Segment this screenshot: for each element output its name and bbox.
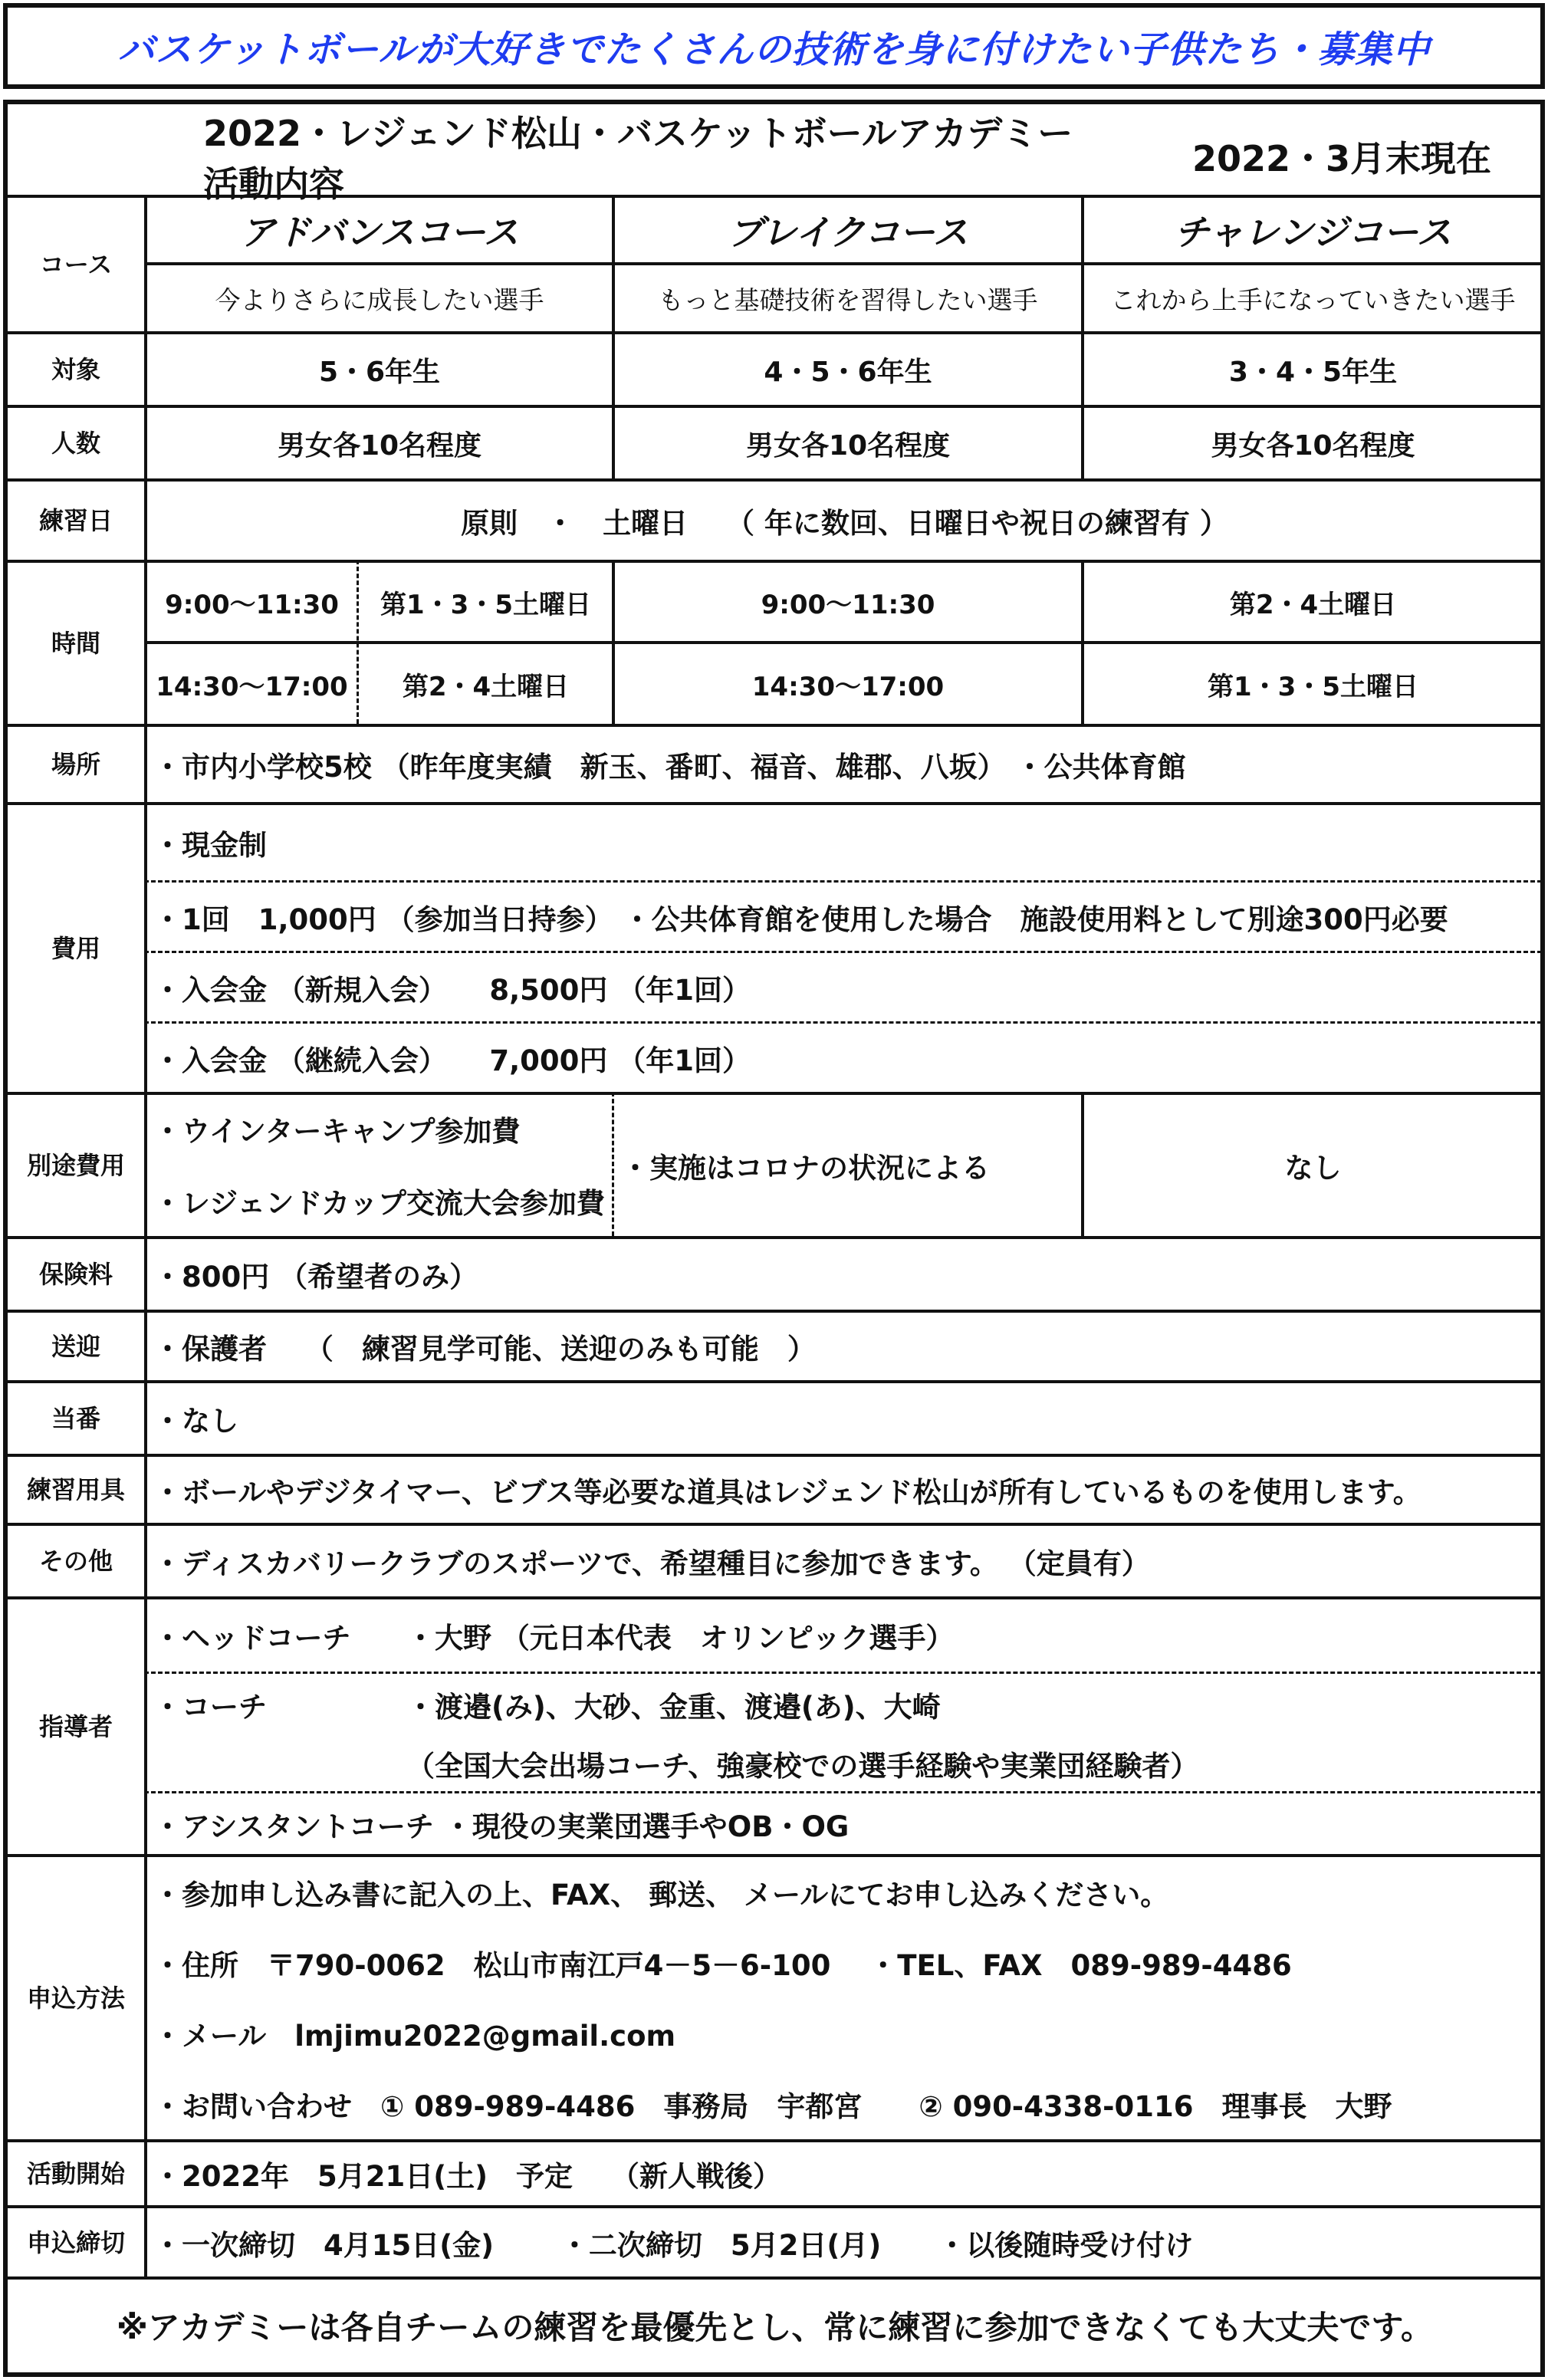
fee-new-entry: ・入会金 （新規入会） 8,500円 （年1回） — [153, 973, 751, 1007]
coach-role: ・コーチ — [153, 1691, 267, 1724]
break-target: 4・5・6年生 — [764, 356, 932, 388]
label-deadline: 申込締切 — [26, 2227, 125, 2257]
advance-pm-days: 第2・4土曜日 — [402, 671, 570, 702]
label-days: 練習日 — [38, 506, 113, 535]
label-other: その他 — [38, 1547, 113, 1576]
label-fee: 費用 — [51, 934, 100, 963]
challenge-am-days: 第2・4土曜日 — [1229, 589, 1397, 620]
course-advance-desc: 今よりさらに成長したい選手 — [215, 284, 544, 315]
apply-contact: ・お問い合わせ ① 089-989-4486 事務局 宇都宮 ② 090-4338-0116 理事長 大野 — [153, 2090, 1392, 2123]
apply-method: ・参加申し込み書に記入の上、FAX、 郵送、 メールにてお申し込みください。 — [153, 1879, 1169, 1912]
label-duty: 当番 — [51, 1404, 100, 1433]
place-text: ・市内小学校5校 （昨年度実績 新玉、番町、福音、雄郡、八坂） ・公共体育館 — [153, 751, 1186, 784]
label-equipment: 練習用具 — [26, 1475, 125, 1504]
col-divider-dashed — [357, 560, 359, 724]
coach-names: ・渡邉(み)、大砂、金重、渡邉(あ)、大崎 — [406, 1691, 941, 1724]
extra-winter-camp: ・ウインターキャンプ参加費 — [153, 1115, 521, 1148]
label-extra: 別途費用 — [26, 1151, 125, 1180]
course-challenge-name: チャレンジコース — [1174, 212, 1452, 253]
advance-am-time: 9:00～11:30 — [165, 589, 339, 620]
label-apply: 申込方法 — [26, 1984, 125, 2013]
insurance-text: ・800円 （希望者のみ） — [153, 1261, 478, 1294]
course-break-desc: もっと基礎技術を習得したい選手 — [658, 284, 1038, 315]
head-coach-name: ・大野 （元日本代表 オリンピック選手） — [406, 1622, 955, 1655]
break-am-time: 9:00～11:30 — [761, 589, 935, 620]
fee-per-session: ・1回 1,000円 （参加当日持参） ・公共体育館を使用した場合 施設使用料として別途300円必要 — [153, 902, 1448, 936]
label-time: 時間 — [51, 629, 100, 658]
label-coaches: 指導者 — [38, 1712, 113, 1741]
col-divider-dashed — [612, 1092, 614, 1236]
advance-target: 5・6年生 — [318, 356, 441, 388]
advance-am-days: 第1・3・5土曜日 — [380, 589, 591, 620]
apply-email: ・メール lmjimu2022@gmail.com — [153, 2020, 676, 2053]
coach-note: （全国大会出場コーチ、強豪校での選手経験や実業団経験者） — [406, 1749, 1199, 1783]
activity-table — [3, 100, 1545, 2377]
challenge-target: 3・4・5年生 — [1228, 356, 1398, 388]
transport-text: ・保護者 （ 練習見学可能、送迎のみも可能 ） — [153, 1333, 816, 1366]
deadline-text: ・一次締切 4月15日(金) ・二次締切 5月2日(月) ・以後随時受け付け — [153, 2228, 1194, 2262]
label-transport: 送迎 — [51, 1332, 100, 1361]
as-of-date: 2022・3月末現在 — [1192, 138, 1492, 179]
recruit-banner — [3, 3, 1545, 89]
apply-address: ・住所 〒790-0062 松山市南江戸4－5－6-100 ・TEL、FAX 089-989-4486 — [153, 1949, 1292, 1982]
label-count: 人数 — [51, 429, 100, 458]
label-start: 活動開始 — [26, 2159, 125, 2188]
break-count: 男女各10名程度 — [745, 429, 951, 462]
break-pm-time: 14:30～17:00 — [751, 671, 945, 702]
fee-cash: ・現金制 — [153, 829, 267, 862]
label-place: 場所 — [51, 750, 100, 779]
extra-challenge: なし — [1284, 1152, 1342, 1185]
extra-legend-cup: ・レジェンドカップ交流大会参加費 — [153, 1187, 605, 1220]
challenge-count: 男女各10名程度 — [1211, 429, 1415, 462]
start-text: ・2022年 5月21日(土) 予定 （新人戦後） — [153, 2160, 781, 2193]
label-course: コース — [39, 250, 113, 279]
equipment-text: ・ボールやデジタイマー、ビブス等必要な道具はレジェンド松山が所有しているものを使用します。 — [153, 1476, 1421, 1509]
head-coach-role: ・ヘッドコーチ — [153, 1622, 351, 1655]
label-insurance: 保険料 — [38, 1260, 113, 1289]
footer-note: ※アカデミーは各自チームの練習を最優先とし、常に練習に参加できなくても大丈夫です。 — [116, 2309, 1434, 2346]
label-target: 対象 — [51, 355, 100, 384]
course-challenge-desc: これから上手になっていきたい選手 — [1110, 284, 1516, 315]
practice-days: 原則 ・ 土曜日 （ 年に数回、日曜日や祝日の練習有 ） — [461, 507, 1228, 540]
challenge-pm-days: 第1・3・5土曜日 — [1208, 671, 1418, 702]
advance-pm-time: 14:30～17:00 — [156, 671, 348, 702]
banner-text: バスケットボールが大好きでたくさんの技術を身に付けたい子供たち・募集中 — [117, 28, 1431, 71]
duty-text: ・なし — [153, 1405, 238, 1438]
fee-renewal: ・入会金 （継続入会） 7,000円 （年1回） — [153, 1044, 751, 1077]
assistant-coach: ・アシスタントコーチ ・現役の実業団選手やOB・OG — [153, 1810, 850, 1843]
course-break-name: ブレイクコース — [728, 212, 968, 253]
extra-note: ・実施はコロナの状況による — [621, 1152, 990, 1185]
advance-count: 男女各10名程度 — [277, 429, 482, 462]
table-title: 2022・レジェンド松山・バスケットボールアカデミー活動内容 — [203, 113, 1073, 205]
course-advance-name: アドバンスコース — [240, 212, 519, 253]
other-text: ・ディスカバリークラブのスポーツで、希望種目に参加できます。 （定員有） — [153, 1547, 1150, 1580]
